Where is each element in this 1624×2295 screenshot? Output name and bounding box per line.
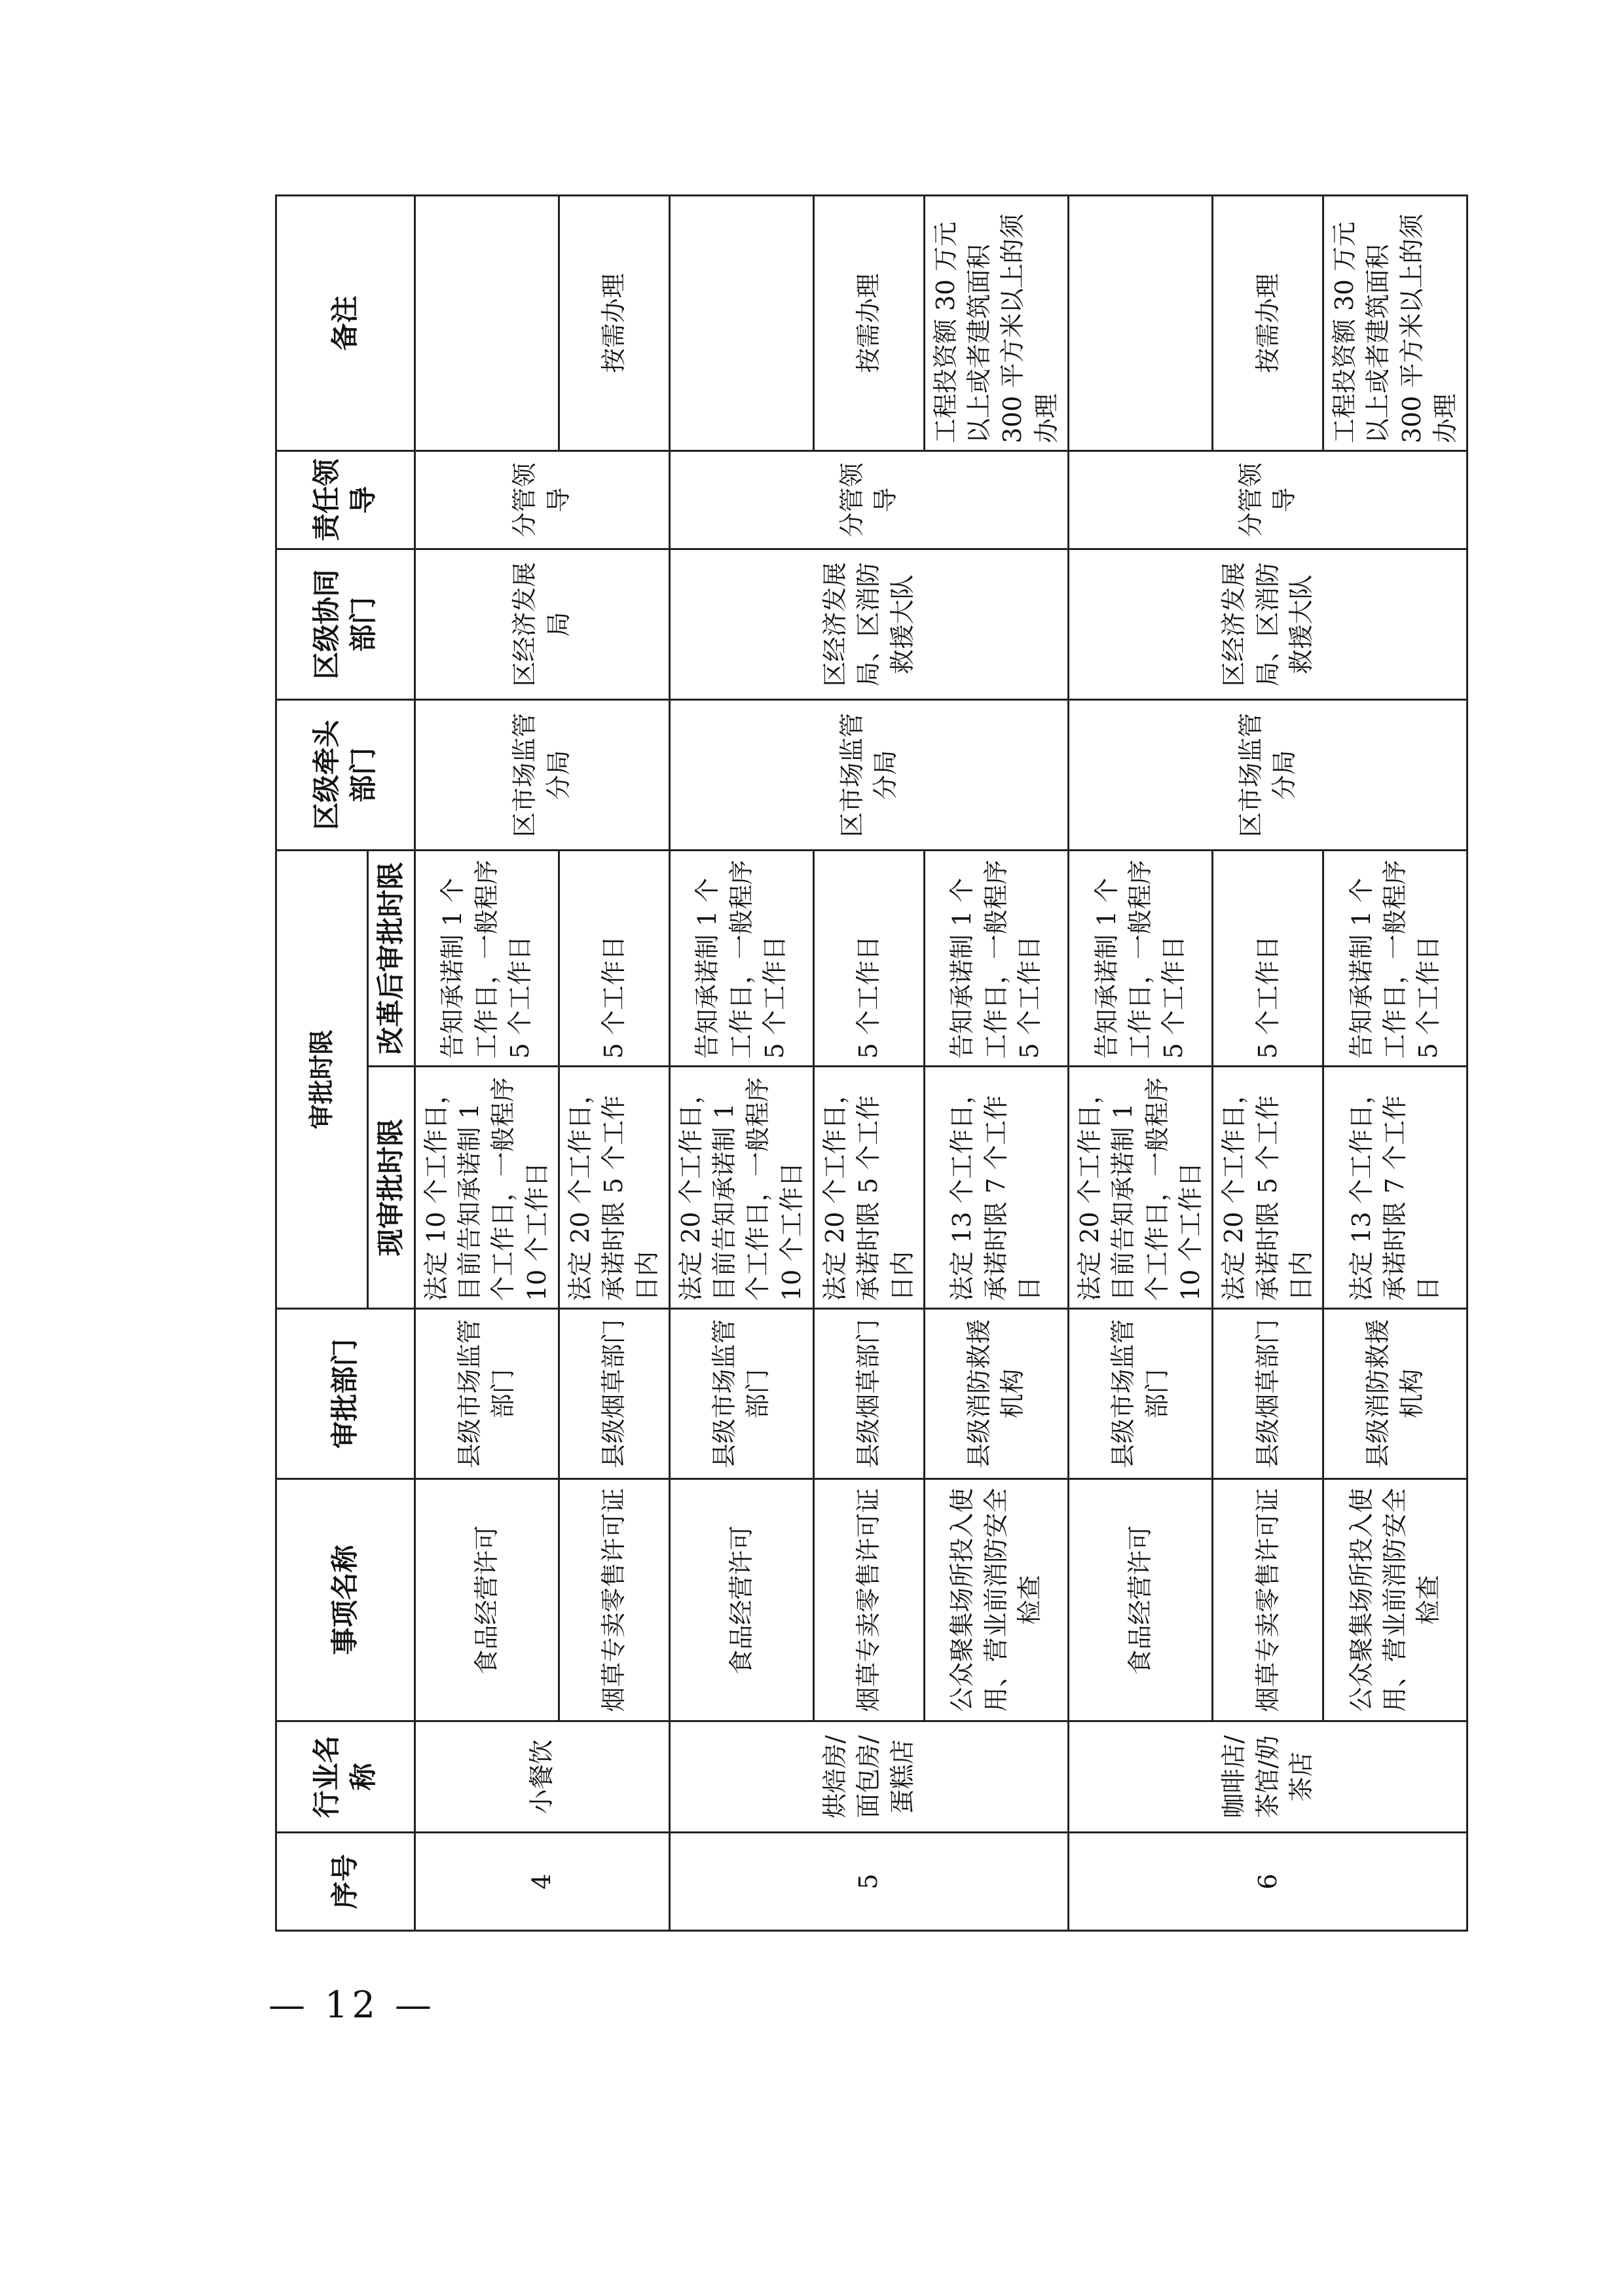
cell-industry: 小餐饮 — [415, 1721, 669, 1833]
cell-dept: 县级消防救援机构 — [924, 1309, 1068, 1479]
approval-table — [275, 194, 1468, 1932]
cell-remark: 按需办理 — [1213, 195, 1323, 450]
header-seq: 序号 — [276, 1833, 415, 1931]
cell-lead-dept: 区市场监管分局 — [415, 699, 669, 850]
cell-item: 食品经营许可 — [415, 1479, 559, 1721]
cell-industry: 咖啡店/茶馆/奶茶店 — [1069, 1721, 1467, 1833]
cell-dept: 县级消防救援机构 — [1323, 1309, 1467, 1479]
table-body — [415, 195, 1467, 1930]
cell-leader: 分管领导 — [415, 450, 669, 549]
cell-dept: 县级烟草部门 — [1213, 1309, 1323, 1479]
table-row — [415, 195, 559, 1930]
cell-remark: 工程投资额 30 万元以上或者建筑面积 300 平方米以上的须办理 — [924, 195, 1068, 450]
cell-leader: 分管领导 — [1069, 450, 1467, 549]
cell-time-current: 法定 20 个工作日，承诺时限 5 个工作日内 — [559, 1067, 669, 1309]
cell-time-current: 法定 20 个工作日，目前告知承诺制 1 个工作日，一般程序 10 个工作日 — [1069, 1067, 1213, 1309]
header-coop-dept: 区级协同部门 — [276, 549, 415, 699]
cell-time-reformed: 告知承诺制 1 个工作日，一般程序 5 个工作日 — [415, 850, 559, 1066]
cell-dept: 县级市场监管部门 — [669, 1309, 813, 1479]
header-item: 事项名称 — [276, 1479, 415, 1721]
cell-time-reformed: 告知承诺制 1 个工作日，一般程序 5 个工作日 — [1323, 850, 1467, 1066]
cell-item: 公众聚集场所投入使用、营业前消防安全检查 — [924, 1479, 1068, 1721]
cell-time-current: 法定 20 个工作日，承诺时限 5 个工作日内 — [813, 1067, 924, 1309]
cell-coop-dept: 区经济发展局 — [415, 549, 669, 699]
header-time-reformed: 改革后审批时限 — [368, 850, 415, 1066]
cell-time-current: 法定 13 个工作日，承诺时限 7 个工作日 — [1323, 1067, 1467, 1309]
cell-item: 烟草专卖零售许可证 — [1213, 1479, 1323, 1721]
cell-remark: 按需办理 — [559, 195, 669, 450]
header-leader: 责任领导 — [276, 450, 415, 549]
cell-dept: 县级市场监管部门 — [415, 1309, 559, 1479]
cell-time-reformed: 5 个工作日 — [1213, 850, 1323, 1066]
cell-leader: 分管领导 — [669, 450, 1068, 549]
cell-coop-dept: 区经济发展局、区消防救援大队 — [669, 549, 1068, 699]
cell-remark — [1069, 195, 1213, 450]
cell-time-reformed: 告知承诺制 1 个工作日，一般程序 5 个工作日 — [924, 850, 1068, 1066]
cell-remark — [415, 195, 559, 450]
cell-item: 烟草专卖零售许可证 — [559, 1479, 669, 1721]
table-row — [669, 195, 813, 1930]
page-number: — 12 — — [268, 1984, 435, 2027]
header-remark: 备注 — [276, 195, 415, 450]
cell-dept: 县级烟草部门 — [559, 1309, 669, 1479]
cell-time-reformed: 告知承诺制 1 个工作日，一般程序 5 个工作日 — [669, 850, 813, 1066]
cell-seq: 4 — [415, 1833, 669, 1931]
cell-remark: 工程投资额 30 万元以上或者建筑面积 300 平方米以上的须办理 — [1323, 195, 1467, 450]
cell-time-reformed: 告知承诺制 1 个工作日，一般程序 5 个工作日 — [1069, 850, 1213, 1066]
cell-item: 食品经营许可 — [1069, 1479, 1213, 1721]
cell-coop-dept: 区经济发展局、区消防救援大队 — [1069, 549, 1467, 699]
cell-seq: 5 — [669, 1833, 1068, 1931]
cell-dept: 县级烟草部门 — [813, 1309, 924, 1479]
cell-time-reformed: 5 个工作日 — [813, 850, 924, 1066]
cell-remark — [669, 195, 813, 450]
cell-time-current: 法定 20 个工作日，承诺时限 5 个工作日内 — [1213, 1067, 1323, 1309]
approval-table-rotated — [275, 196, 1460, 1932]
cell-time-current: 法定 10 个工作日，目前告知承诺制 1 个工作日，一般程序 10 个工作日 — [415, 1067, 559, 1309]
cell-industry: 烘焙房/面包房/蛋糕店 — [669, 1721, 1068, 1833]
header-lead-dept: 区级牵头部门 — [276, 699, 415, 850]
cell-lead-dept: 区市场监管分局 — [669, 699, 1068, 850]
cell-item: 公众聚集场所投入使用、营业前消防安全检查 — [1323, 1479, 1467, 1721]
cell-dept: 县级市场监管部门 — [1069, 1309, 1213, 1479]
cell-lead-dept: 区市场监管分局 — [1069, 699, 1467, 850]
cell-item: 食品经营许可 — [669, 1479, 813, 1721]
table-row — [1069, 195, 1213, 1930]
cell-time-reformed: 5 个工作日 — [559, 850, 669, 1066]
cell-time-current: 法定 20 个工作日，目前告知承诺制 1 个工作日，一般程序 10 个工作日 — [669, 1067, 813, 1309]
cell-remark: 按需办理 — [813, 195, 924, 450]
cell-seq: 6 — [1069, 1833, 1467, 1931]
cell-time-current: 法定 13 个工作日，承诺时限 7 个工作日 — [924, 1067, 1068, 1309]
header-time-current: 现审批时限 — [368, 1067, 415, 1309]
header-industry: 行业名称 — [276, 1721, 415, 1833]
cell-item: 烟草专卖零售许可证 — [813, 1479, 924, 1721]
header-dept: 审批部门 — [276, 1309, 415, 1479]
header-time-group: 审批时限 — [276, 850, 368, 1308]
